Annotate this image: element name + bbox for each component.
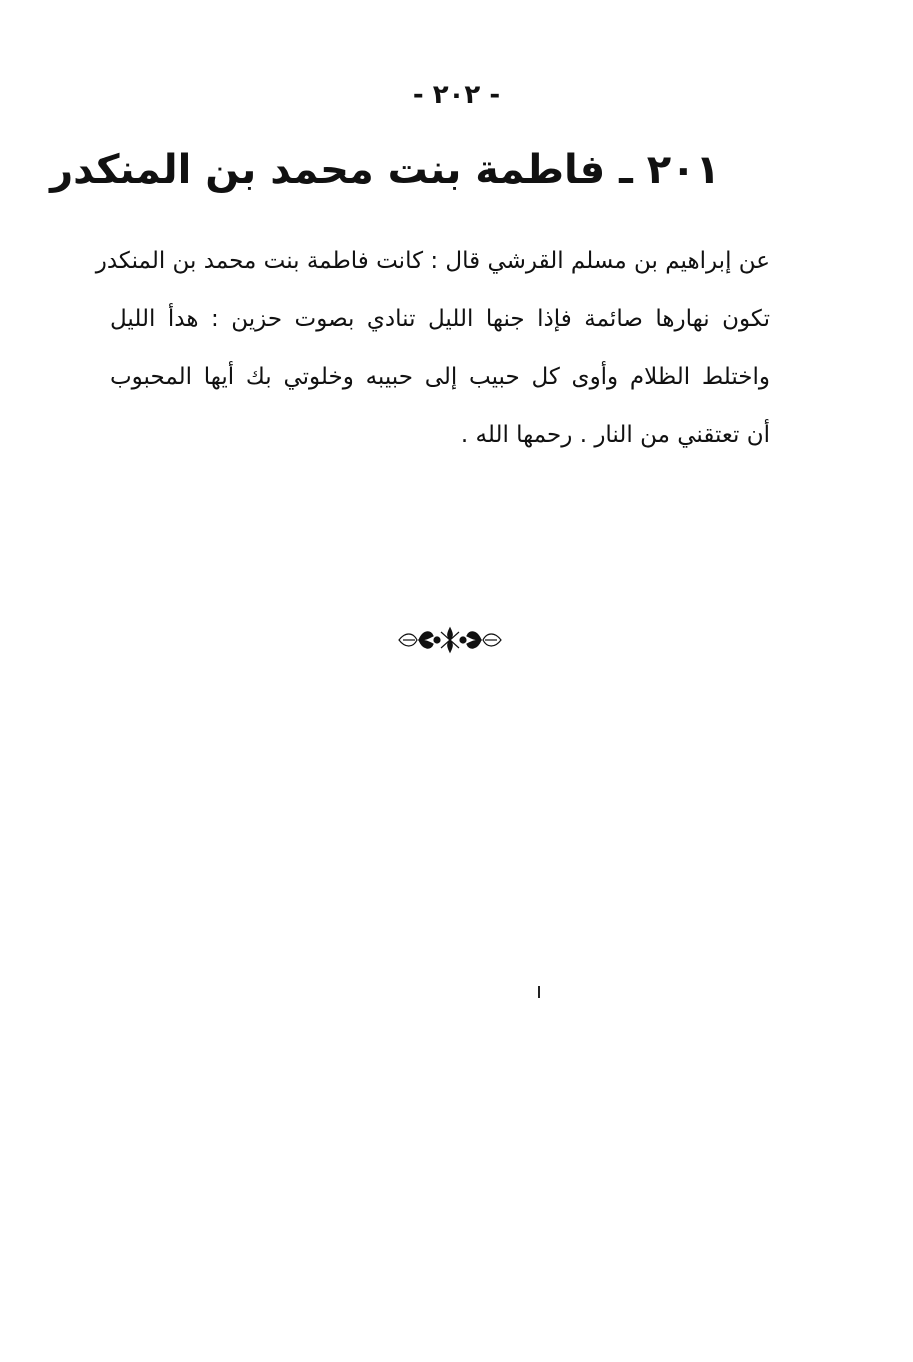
stray-mark (538, 986, 540, 998)
floral-ornament-icon (395, 620, 505, 660)
body-line: عن إبراهيم بن مسلم القرشي قال : كانت فاطمة بنت محمد بن المنكدر (95, 248, 770, 274)
page-number: - ٢٠٢ - (412, 80, 501, 110)
body-line: أن تعتقني من النار . رحمها الله . (460, 422, 770, 448)
body-line: تكون نهارها صائمة فإذا جنها الليل تنادي بصوت حزين : هدأ الليل (110, 306, 770, 332)
body-text (95, 232, 770, 464)
page-title: ٢٠١ ـ فاطمة بنت محمد بن المنكدر (50, 147, 720, 193)
body-line: واختلط الظلام وأوى كل حبيب إلى حبيبه وخلوتي بك أيها المحبوب (110, 364, 770, 390)
